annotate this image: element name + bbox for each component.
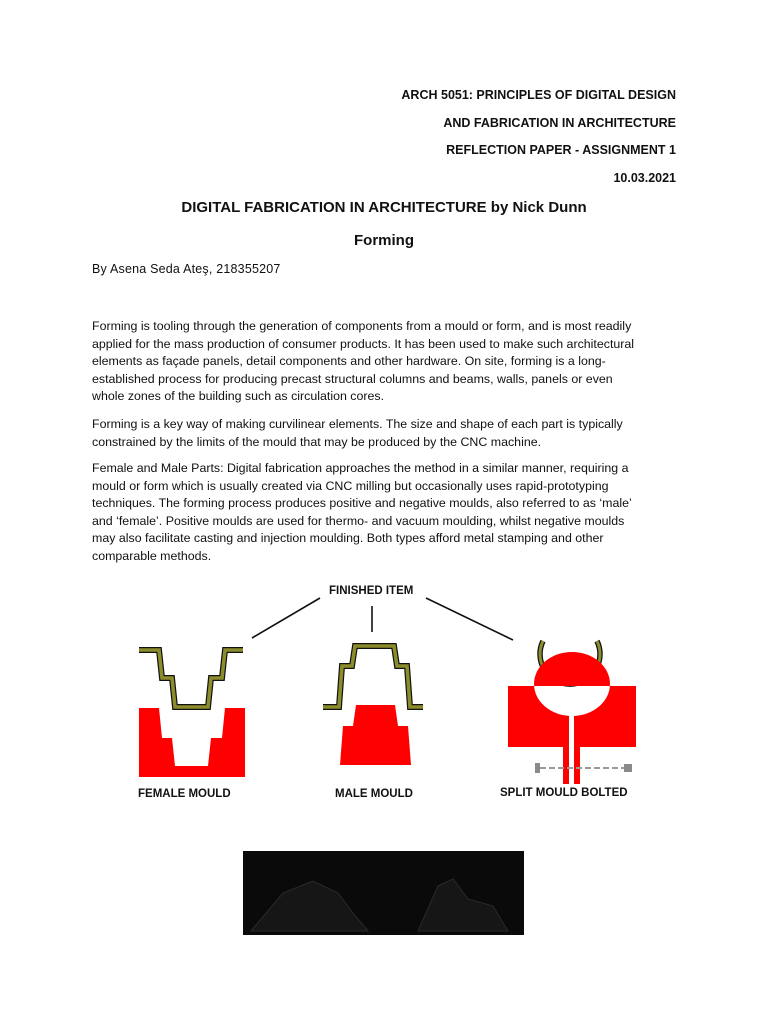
paragraph-line: Female and Male Parts: Digital fabrication approaches the method in a similar manner, requiring a (92, 461, 629, 475)
dark-figure-shapes (243, 851, 524, 935)
date-line: 10.03.2021 (613, 171, 676, 185)
pointer-line-split (426, 598, 513, 640)
male-mould-label: MALE MOULD (335, 788, 413, 800)
female-finished-item (139, 650, 243, 707)
split-mould-gap (569, 705, 574, 785)
paragraph-line: may also facilitate casting and injection moulding. Both types afford metal stamping and other (92, 531, 604, 546)
female-mould (139, 708, 245, 777)
male-mould (340, 705, 411, 765)
author-line: By Asena Seda Ateş, 218355207 (92, 262, 281, 276)
paragraph-line: techniques. The forming process produces positive and negative moulds, also referred to as ‘male’ (92, 496, 632, 511)
bolt-head-left (535, 763, 540, 773)
split-mould-label: SPLIT MOULD BOLTED (500, 787, 628, 799)
paragraph-line: Forming is tooling through the generation of components from a mould or form, and is most readily (92, 319, 632, 333)
paragraph-line: applied for the mass production of consumer products. It has been used to make such architectural (92, 336, 635, 351)
female-mould-label: FEMALE MOULD (138, 788, 231, 800)
course-name-line: AND FABRICATION IN ARCHITECTURE (443, 116, 676, 130)
section-title: Forming (354, 232, 414, 249)
bolt-head-right (624, 764, 632, 772)
paragraph-line: comparable methods. (92, 548, 212, 563)
dark-right-shape (418, 879, 508, 931)
paragraph-line: mould or form which is usually created via CNC milling but occasionally uses rapid-prototyping (92, 478, 609, 493)
paragraph-line: Forming is a key way of making curvilinear elements. The size and shape of each part is typically (92, 417, 623, 431)
assignment-line: REFLECTION PAPER - ASSIGNMENT 1 (446, 143, 676, 157)
paragraph-line: whole zones of the building such as circulation cores. (92, 389, 385, 404)
dark-left-shape (251, 881, 368, 931)
document-title: DIGITAL FABRICATION IN ARCHITECTURE by Nick Dunn (181, 199, 587, 216)
female-finished-item-fill (139, 650, 243, 707)
course-code-line: ARCH 5051: PRINCIPLES OF DIGITAL DESIGN (401, 88, 676, 102)
paragraph-line: established process for producing precast structural columns and beams, walls, panels or even (92, 371, 613, 386)
paragraph-line: and ‘female’. Positive moulds are used for thermo- and vacuum moulding, whilst negative moulds (92, 513, 625, 528)
pointer-line-female (252, 598, 320, 638)
finished-item-label: FINISHED ITEM (329, 585, 414, 597)
paragraph-line: elements as façade panels, detail components and other hardware. On site, forming is a long- (92, 354, 606, 369)
male-finished-item-fill (323, 646, 423, 707)
dark-mould-figure (243, 851, 524, 935)
paragraph-line: constrained by the limits of the mould that may be produced by the CNC machine. (92, 434, 542, 449)
